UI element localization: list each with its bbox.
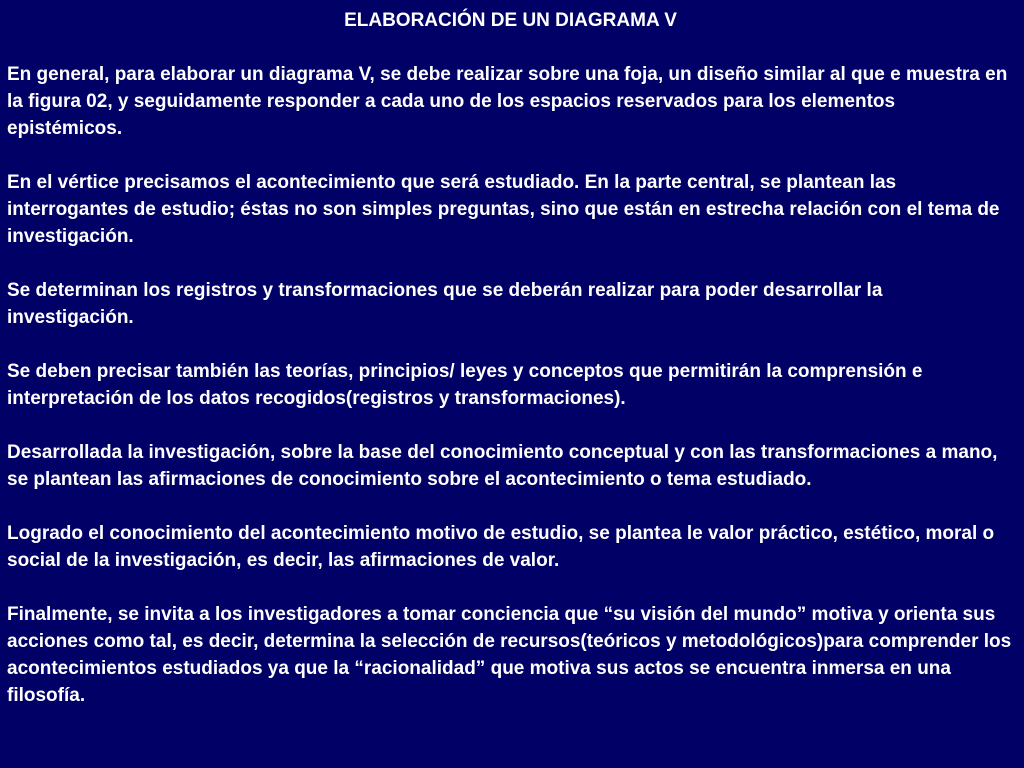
slide-title: ELABORACIÓN DE UN DIAGRAMA V [344,10,677,31]
paragraph-vertice: En el vértice precisamos el acontecimiento que será estudiado. En la parte central, se plantean las interrogantes de estudio; éstas no son simples preguntas, sino que están en estrecha relación con el tema de investigación. [7,172,1000,247]
paragraph-afirmaciones-valor: Logrado el conocimiento del acontecimiento motivo de estudio, se plantea le valor práctico, estético, moral o social de la investigación, es decir, las afirmaciones de valor. [7,523,995,571]
paragraph-afirmaciones-conocimiento: Desarrollada la investigación, sobre la base del conocimiento conceptual y con las transformaciones a mano, se plantean las afirmaciones de conocimiento sobre el acontecimiento o tema estudiado. [7,442,998,490]
paragraph-vision-mundo: Finalmente, se invita a los investigadores a tomar conciencia que “su visión del mundo” motiva y orienta sus acciones como tal, es decir, determina la selección de recursos(teóricos y metodológicos)para comprender los acontecimientos estudiados ya que la “racionalidad” que motiva sus actos se encuentra inmersa en una filosofía. [7,604,1012,706]
paragraph-registros: Se determinan los registros y transformaciones que se deberán realizar para poder desarrollar la investigación. [7,280,883,328]
paragraph-teorias: Se deben precisar también las teorías, principios/ leyes y conceptos que permitirán la comprensión e interpretación de los datos recogidos(registros y transformaciones). [7,361,923,409]
paragraph-general: En general, para elaborar un diagrama V, se debe realizar sobre una foja, un diseño similar al que e muestra en la figura 02, y seguidamente responder a cada uno de los espacios reservados para los elementos epistémicos. [7,64,1008,139]
